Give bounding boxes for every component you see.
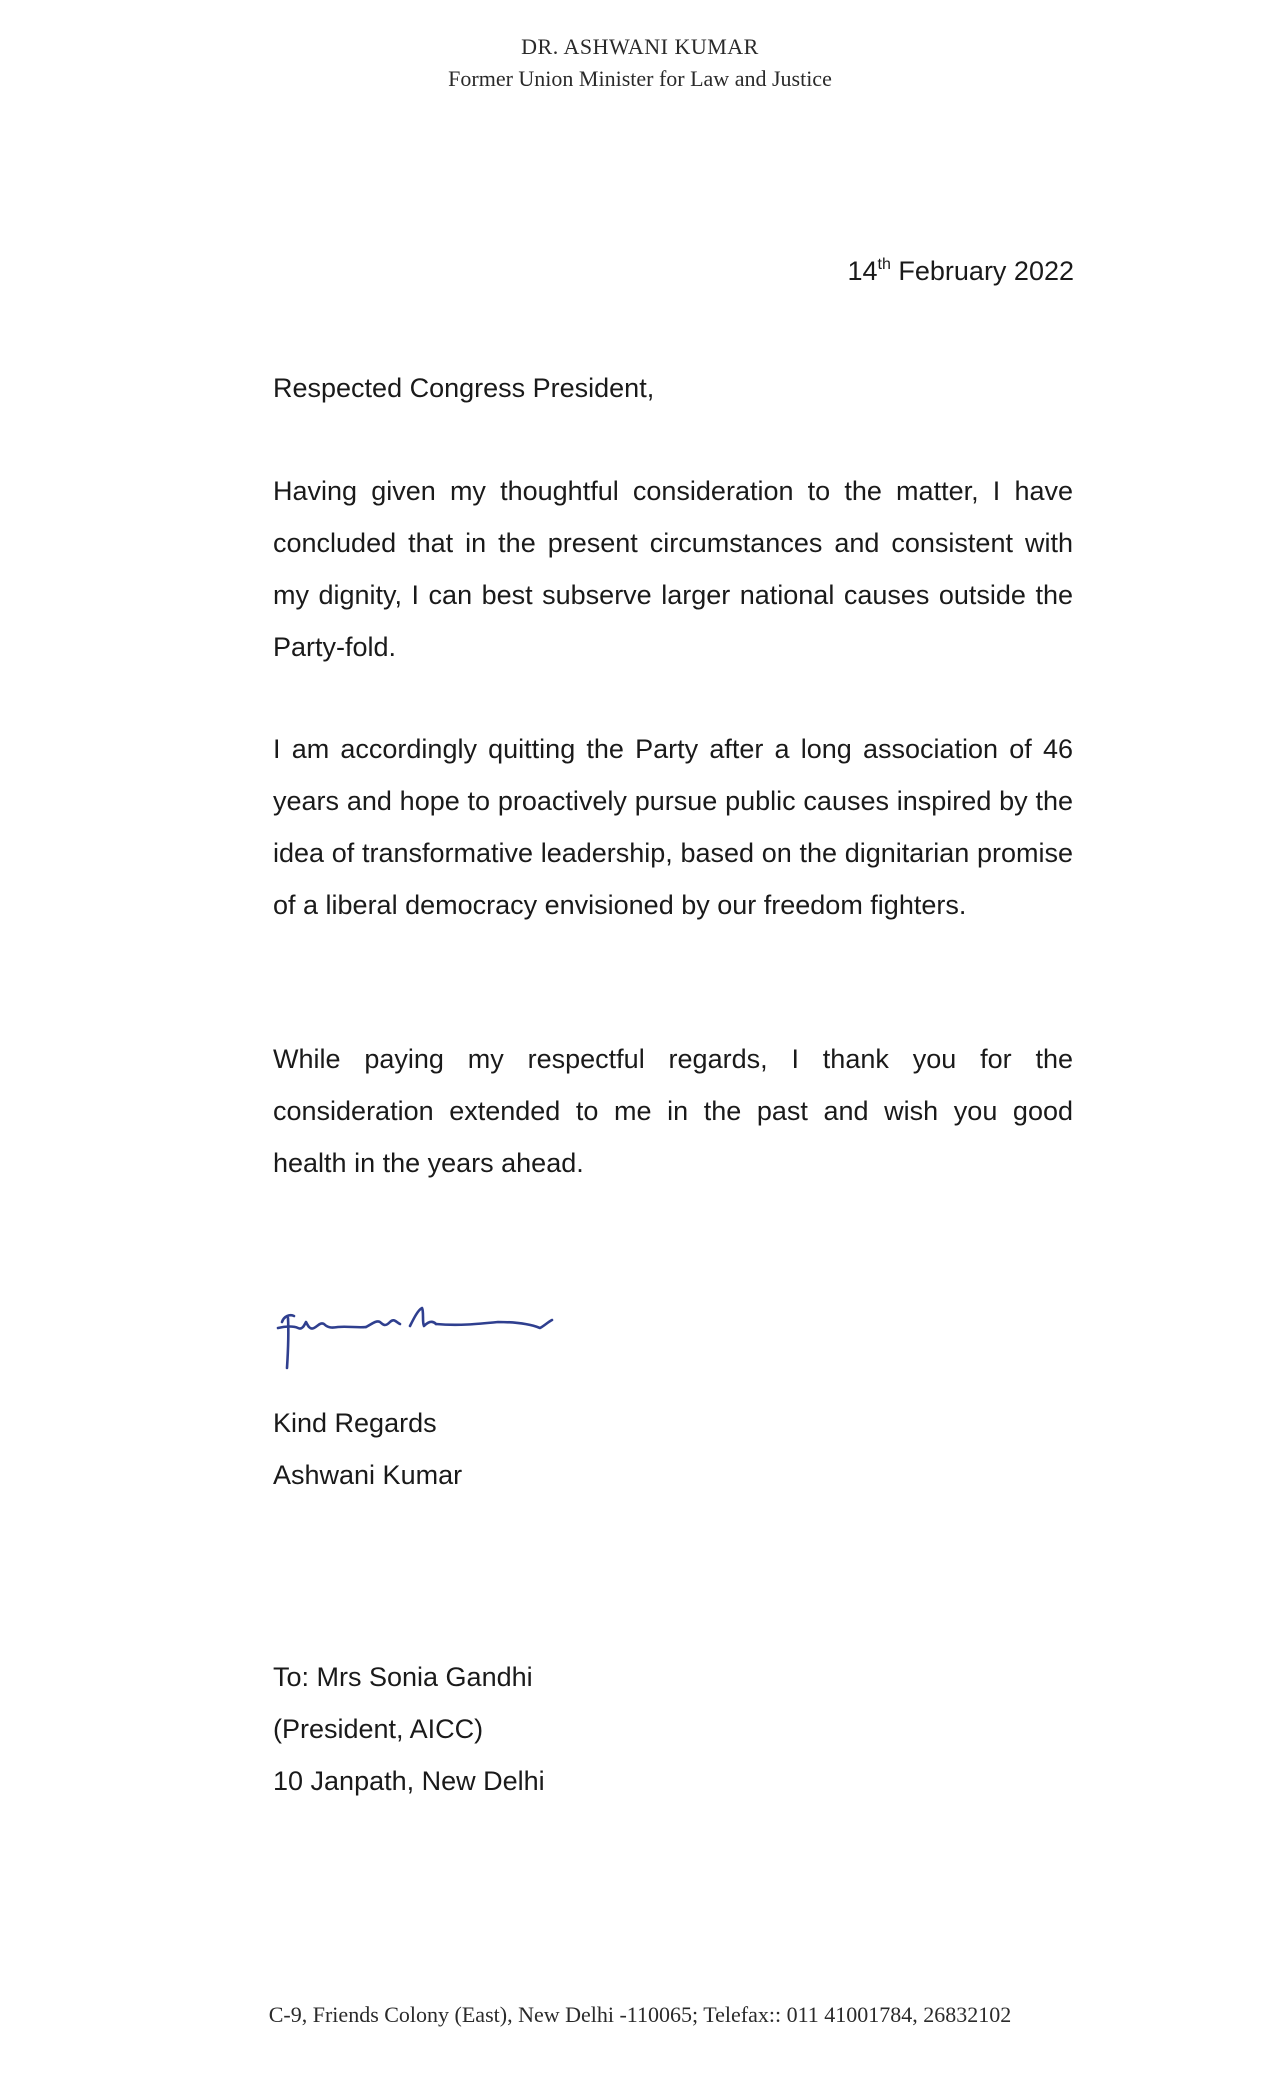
body-paragraph-2: I am accordingly quitting the Party after a long association of 46 years and hope to proactively pursue public causes inspired by the idea of transformative leadership, based on the dignitarian promise of a liberal democracy envisioned by our freedom fighters. <box>273 734 1073 920</box>
salutation: Respected Congress President, <box>273 373 655 403</box>
recipient-title: (President, AICC) <box>273 1714 484 1744</box>
recipient-name: To: Mrs Sonia Gandhi <box>273 1662 533 1692</box>
handwritten-signature <box>268 1292 568 1382</box>
closing-regards: Kind Regards <box>273 1408 437 1438</box>
date-suffix: th <box>877 256 891 273</box>
date-month-year: February 2022 <box>898 256 1074 286</box>
letterhead-footer-address: C-9, Friends Colony (East), New Delhi -110065; Telefax:: 011 41001784, 26832102 <box>268 2002 1012 2027</box>
sender-name: Ashwani Kumar <box>273 1460 463 1490</box>
recipient-address <box>273 1651 545 1807</box>
letterhead-name: DR. ASHWANI KUMAR <box>521 34 759 59</box>
date-day: 14 <box>847 256 878 286</box>
recipient-street: 10 Janpath, New Delhi <box>273 1766 545 1796</box>
body-paragraph-1: Having given my thoughtful consideration to the matter, I have concluded that in the present circumstances and consistent with my dignity, I can best subserve larger national causes outside the Party-fold. <box>273 476 1073 662</box>
letterhead <box>0 30 1280 94</box>
letterhead-designation: Former Union Minister for Law and Justice <box>448 66 832 91</box>
body-paragraph-3: While paying my respectful regards, I thank you for the consideration extended to me in the past and wish you good health in the years ahead. <box>273 1044 1073 1178</box>
closing-block <box>273 1397 462 1501</box>
letter-date <box>847 253 1074 289</box>
